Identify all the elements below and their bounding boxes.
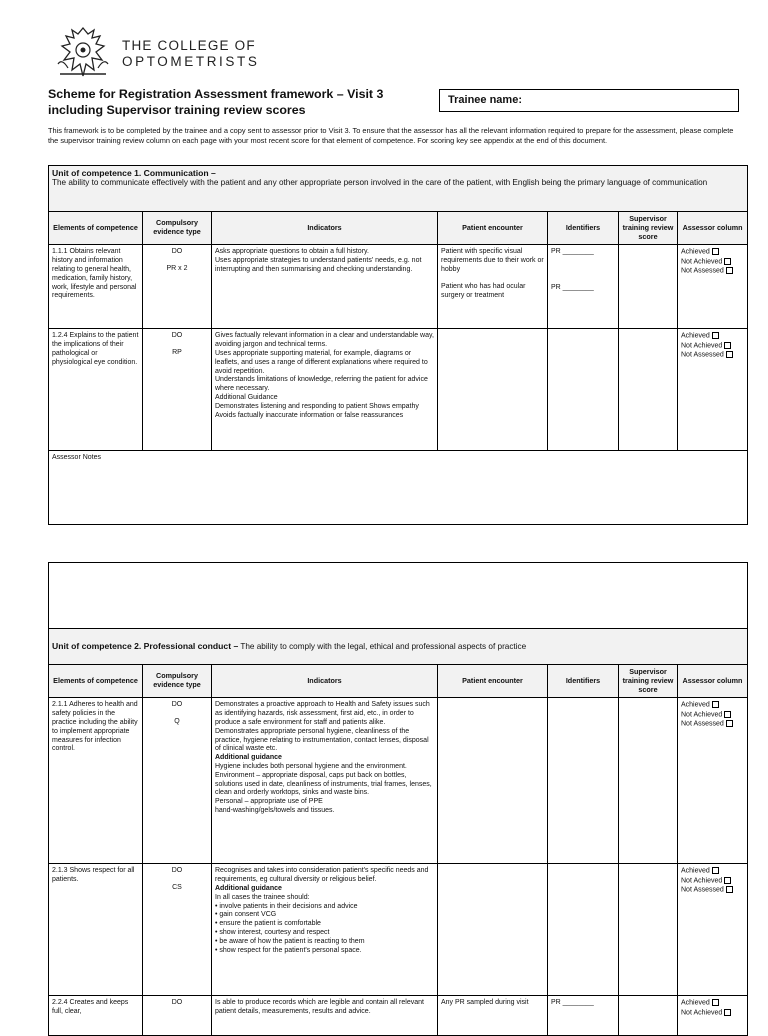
patient-cell — [438, 864, 548, 996]
not-achieved-checkbox[interactable]: Not Achieved — [681, 877, 744, 886]
evidence-cell — [143, 864, 212, 996]
evidence-type: CS — [172, 884, 182, 892]
unit2-blank-area — [49, 563, 748, 629]
document-title: Scheme for Registration Assessment framework – Visit 3 including Supervisor training review scores — [48, 87, 384, 117]
col-assessor: Assessor column — [678, 212, 748, 245]
not-achieved-checkbox[interactable]: Not Achieved — [681, 711, 744, 720]
col-patient: Patient encounter — [438, 212, 548, 245]
evidence-type: DO — [171, 332, 183, 340]
col-elements: Elements of competence — [49, 212, 143, 245]
table-row — [49, 245, 748, 329]
evidence-type: DO — [171, 701, 183, 709]
indicators-cell — [212, 698, 438, 864]
col-assessor: Assessor column — [678, 665, 748, 698]
table-row — [49, 996, 748, 1036]
not-assessed-checkbox[interactable]: Not Assessed — [681, 720, 744, 729]
assessor-notes-label: Assessor Notes — [52, 454, 102, 462]
col-supervisor: Supervisor training review score — [619, 665, 678, 698]
evidence-type: DO — [171, 248, 183, 256]
evidence-type: RP — [172, 349, 182, 357]
identifiers-cell — [548, 996, 619, 1036]
not-achieved-checkbox[interactable]: Not Achieved — [681, 1009, 744, 1018]
assessor-cell — [678, 698, 748, 864]
col-identifiers: Identifiers — [548, 212, 619, 245]
identifiers-cell — [548, 864, 619, 996]
identifiers-cell — [548, 329, 619, 451]
unit1-header — [49, 166, 748, 212]
supervisor-score-cell[interactable] — [619, 698, 678, 864]
indicators-text: Is able to produce records which are legible and contain all relevant patient details, measurements, results and advice. — [215, 999, 424, 1016]
org-name — [122, 38, 259, 70]
evidence-cell — [143, 698, 212, 864]
guidance-heading: Additional guidance — [215, 884, 282, 892]
unit2-description: The ability to comply with the legal, ethical and professional aspects of practice — [240, 641, 527, 651]
element-cell: 1.2.4 Explains to the patient the implications of their pathological or physiological eye condition. — [49, 329, 143, 451]
assessor-cell — [678, 329, 748, 451]
supervisor-score-cell[interactable] — [619, 864, 678, 996]
guidance-text: In all cases the trainee should: • involve patients in their decisions and advice • gain consent VCG • ensure the patient is comfortable • show interest, courtesy and respect • be aware of how the patient is reacting to them • show respect for the patient's personal space. — [215, 893, 365, 954]
indicators-cell — [212, 996, 438, 1036]
achieved-checkbox[interactable]: Achieved — [681, 999, 744, 1008]
supervisor-score-cell[interactable] — [619, 996, 678, 1036]
evidence-type: PR x 2 — [166, 265, 188, 273]
assessor-notes-field[interactable] — [49, 451, 748, 525]
element-cell: 1.1.1 Obtains relevant history and information relating to general health, medication, family history, work, lifestyle and personal requirements. — [49, 245, 143, 329]
indicators-text: Demonstrates a proactive approach to Health and Safety issues such as identifying hazards, risk assessment, first aid, etc., in order to produce a safe environment for staff and patients alike. Demonstrates appropriate personal hygiene, cleanliness of the practice, hygiene relating to instrumentation, contact lenses, disposal of clinical waste etc. — [215, 701, 430, 753]
achieved-checkbox[interactable]: Achieved — [681, 248, 744, 257]
trainee-name-field[interactable]: Trainee name: — [439, 89, 739, 112]
element-cell: 2.2.4 Creates and keeps full, clear, — [49, 996, 143, 1036]
col-identifiers: Identifiers — [548, 665, 619, 698]
org-name-line2: OPTOMETRISTS — [122, 54, 260, 69]
achieved-checkbox[interactable]: Achieved — [681, 332, 744, 341]
not-assessed-checkbox[interactable]: Not Assessed — [681, 886, 744, 895]
org-name-line1: THE COLLEGE OF — [122, 38, 256, 53]
identifier-field[interactable]: PR ________ — [551, 284, 594, 292]
unit1-description: The ability to communicate effectively with the patient and any other appropriate person involved in the care of the patient, with English being the primary language of communication — [52, 177, 708, 187]
intro-paragraph: This framework is to be completed by the trainee and a copy sent to assessor prior to Visit 3. To ensure that the assessor has all the relevant information required to prepare for the assessment, please complete the supervisor training review column on each page with your most recent score for that element of competence. For scoring key see appendix at the end of this document. — [48, 126, 734, 145]
supervisor-score-cell[interactable] — [619, 329, 678, 451]
unit2-column-headers — [49, 665, 748, 698]
table-row — [49, 864, 748, 996]
unit1-title: Unit of competence 1. Communication – — [52, 168, 216, 178]
indicators-text: Recognises and takes into consideration patient's specific needs and requirements, eg cultural diversity or religious belief. — [215, 867, 429, 884]
evidence-cell — [143, 245, 212, 329]
evidence-type: DO — [171, 999, 183, 1007]
crest-icon — [52, 24, 114, 80]
guidance-heading: Additional guidance — [215, 754, 282, 762]
table-row — [49, 698, 748, 864]
assessor-notes-row — [49, 451, 748, 525]
col-evidence: Compulsory evidence type — [143, 212, 212, 245]
col-supervisor: Supervisor training review score — [619, 212, 678, 245]
unit1-column-headers — [49, 212, 748, 245]
indicators-cell: Gives factually relevant information in a clear and understandable way, avoiding jargon and technical terms. Uses appropriate supporting material, for example, diagrams or leaflets, and uses a range of different explanations where required to avoid repetition. Understands limitations of knowledge, referring the patient for advice where necessary. Additional Guidance Demonstrates listening and responding to patient Shows empathy Avoids factually inaccurate information or false reassurances — [212, 329, 438, 451]
assessor-cell — [678, 864, 748, 996]
evidence-cell — [143, 996, 212, 1036]
unit1-table — [48, 165, 748, 525]
not-achieved-checkbox[interactable]: Not Achieved — [681, 342, 744, 351]
unit2-header — [49, 629, 748, 665]
identifier-field[interactable]: PR ________ — [551, 248, 594, 256]
patient-cell: Any PR sampled during visit — [438, 996, 548, 1036]
indicators-cell: Asks appropriate questions to obtain a full history. Uses appropriate strategies to understand patients' needs, e.g. not interrupting and then summarising and checking understanding. — [212, 245, 438, 329]
identifiers-cell — [548, 245, 619, 329]
not-assessed-checkbox[interactable]: Not Assessed — [681, 351, 744, 360]
col-evidence: Compulsory evidence type — [143, 665, 212, 698]
unit2-title: Unit of competence 2. Professional conduct – — [52, 640, 239, 651]
col-indicators: Indicators — [212, 665, 438, 698]
evidence-type: Q — [174, 718, 180, 726]
evidence-type: DO — [171, 867, 183, 875]
table-row — [49, 329, 748, 451]
guidance-text: Hygiene includes both personal hygiene and the environment. Environment – appropriate disposal, caps put back on bottles, solutions used in date, cleanliness of instruments, trial frames, lenses, clean and orderly worktops, sinks and waste bins. Personal – appropriate use of PPE hand-washing/gels/towels and tissues. — [215, 762, 432, 814]
achieved-checkbox[interactable]: Achieved — [681, 867, 744, 876]
identifiers-cell — [548, 698, 619, 864]
assessor-cell — [678, 996, 748, 1036]
unit2-table — [48, 562, 748, 1036]
identifier-field[interactable]: PR ________ — [551, 999, 594, 1007]
patient-cell — [438, 698, 548, 864]
col-indicators: Indicators — [212, 212, 438, 245]
supervisor-score-cell[interactable] — [619, 245, 678, 329]
col-patient: Patient encounter — [438, 665, 548, 698]
patient-cell — [438, 329, 548, 451]
col-elements: Elements of competence — [49, 665, 143, 698]
element-cell: 2.1.3 Shows respect for all patients. — [49, 864, 143, 996]
patient-encounter: Patient with specific visual requirements due to their work or hobby — [441, 248, 544, 273]
patient-cell — [438, 245, 548, 329]
achieved-checkbox[interactable]: Achieved — [681, 701, 744, 710]
assessor-cell — [678, 245, 748, 329]
not-achieved-checkbox[interactable]: Not Achieved — [681, 258, 744, 267]
evidence-cell — [143, 329, 212, 451]
patient-encounter: Patient who has had ocular surgery or treatment — [441, 282, 526, 299]
indicators-cell — [212, 864, 438, 996]
college-logo — [52, 24, 282, 80]
element-cell: 2.1.1 Adheres to health and safety policies in the practice including the ability to implement appropriate measures for infection control. — [49, 698, 143, 864]
not-assessed-checkbox[interactable]: Not Assessed — [681, 267, 744, 276]
